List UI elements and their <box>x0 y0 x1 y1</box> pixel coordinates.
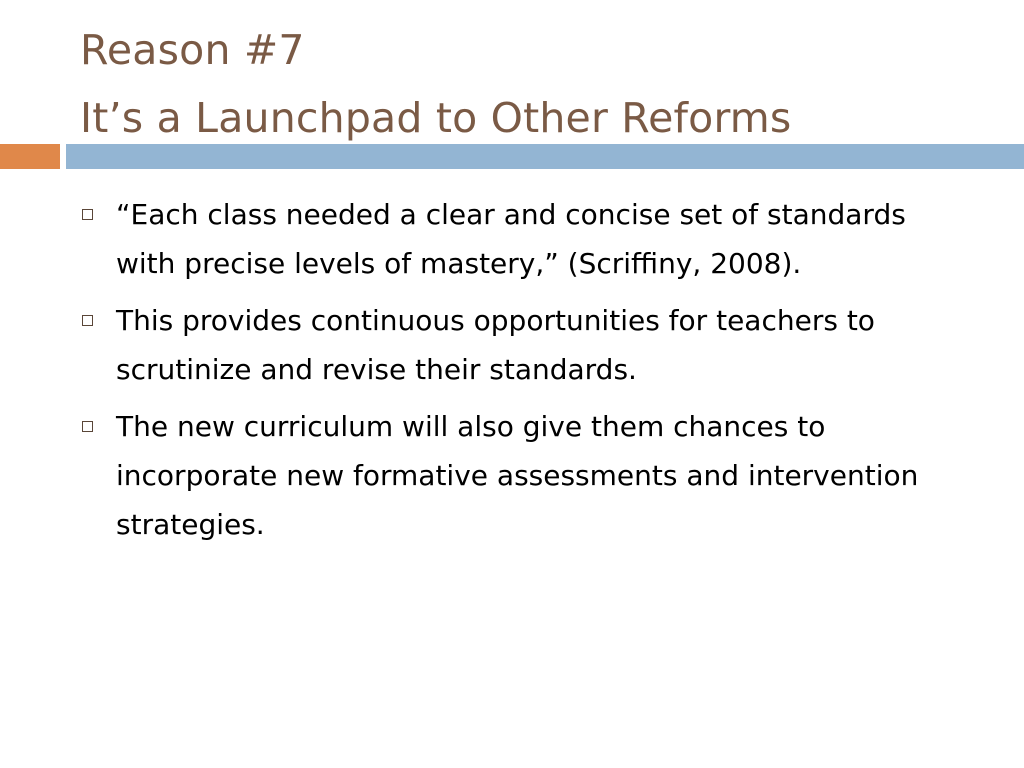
hollow-square-bullet-icon <box>82 315 93 326</box>
slide-title-line-1: Reason #7 <box>80 26 305 74</box>
bullet-item <box>80 296 960 394</box>
bullet-list <box>80 190 960 557</box>
hollow-square-bullet-icon <box>82 209 93 220</box>
title-accent-bar <box>0 144 60 169</box>
bullet-item <box>80 190 960 288</box>
hollow-square-bullet-icon <box>82 421 93 432</box>
bullet-text: “Each class needed a clear and concise set of standards with precise levels of mastery,” (Scriffiny, 2008). <box>116 198 906 280</box>
slide-title-line-2: It’s a Launchpad to Other Reforms <box>80 94 792 142</box>
title-rule-bar <box>66 144 1024 169</box>
bullet-item <box>80 402 960 549</box>
bullet-text: The new curriculum will also give them chances to incorporate new formative assessments and intervention strategies. <box>116 410 919 541</box>
bullet-text: This provides continuous opportunities for teachers to scrutinize and revise their standards. <box>116 304 875 386</box>
